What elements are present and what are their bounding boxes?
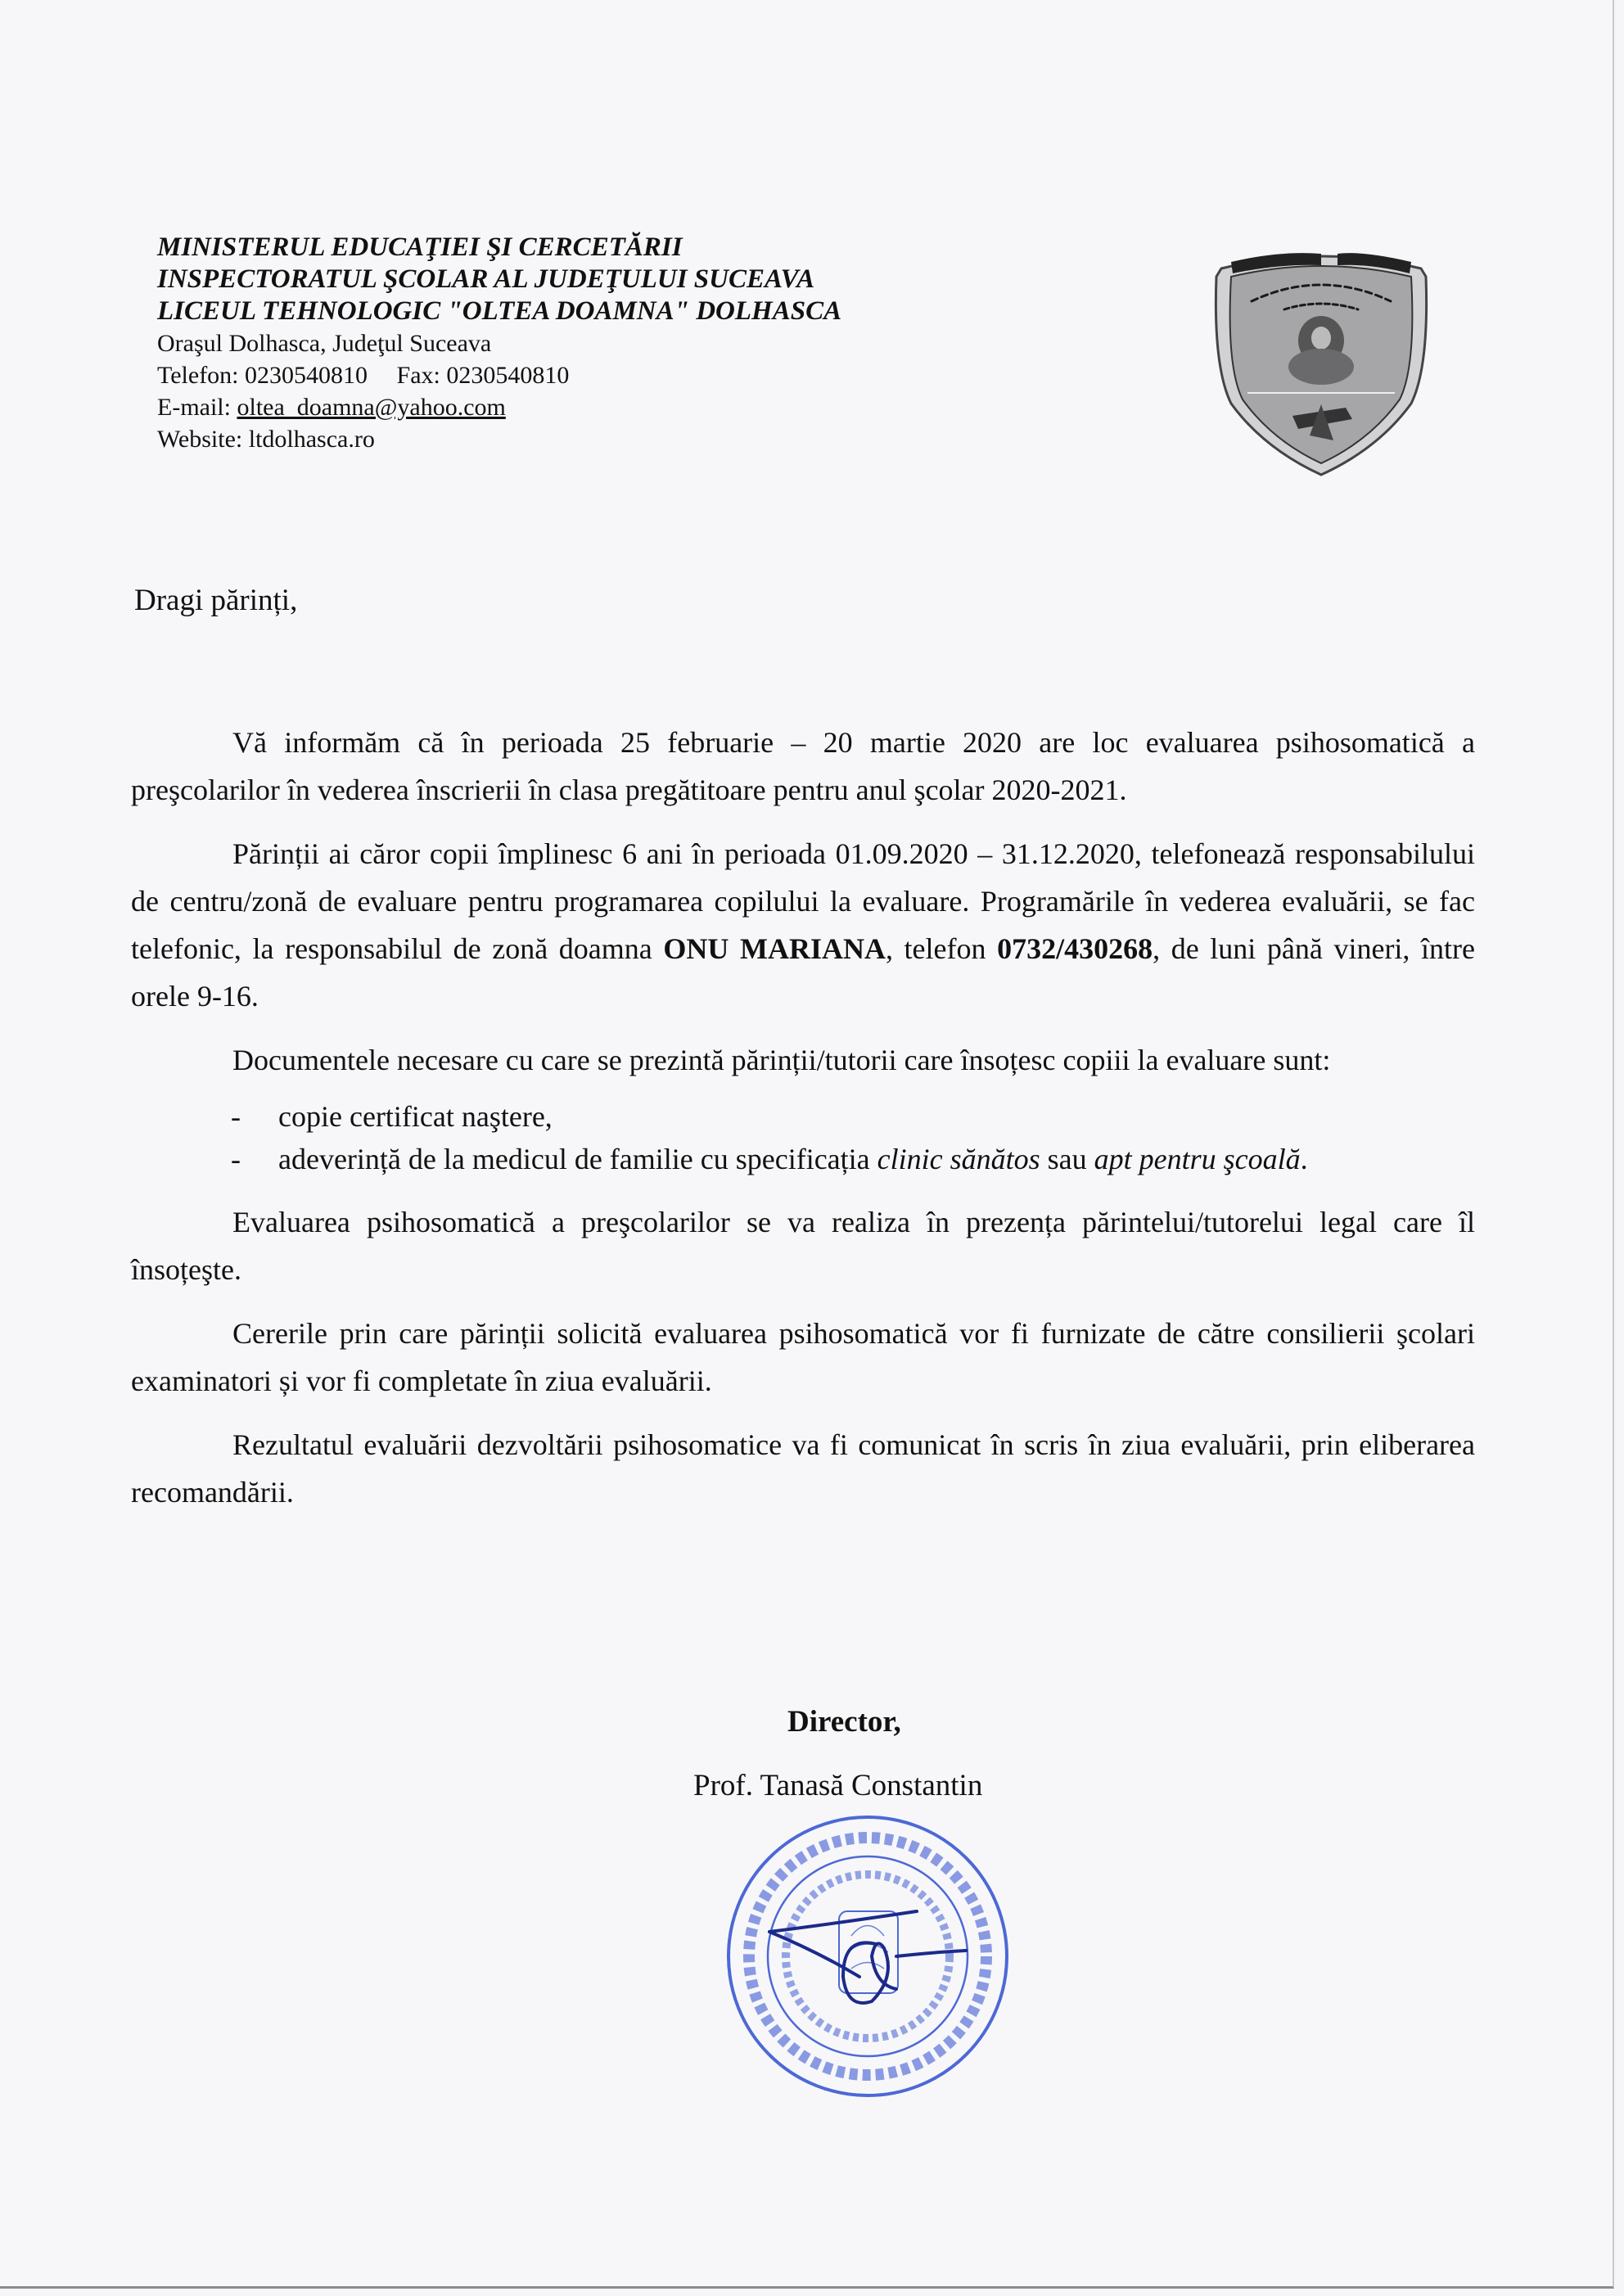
email-link[interactable]: oltea_doamna@yahoo.com xyxy=(237,394,506,421)
document-medical-em2: apt pentru şcoală xyxy=(1094,1143,1301,1175)
paragraph-evaluation-period: Vă informăm că în perioada 25 februarie – 20 martie 2020 are loc evaluarea psihosomatică a preşcolarilor în vederea înscrierii în clasa pregătitoare pentru anul şcolar 2020-2021. xyxy=(131,726,1475,806)
paragraph-documents-intro: Documentele necesare cu care se prezintă părinții/tutorii care însoțesc copiii la evaluare sunt: xyxy=(232,1044,1331,1076)
scheduling-text-c: , de luni până vineri, între orele 9-16. xyxy=(131,932,1475,1013)
contact-email xyxy=(157,391,1139,423)
document-birth-certificate: copie certificat naştere, xyxy=(278,1100,553,1133)
contact-website xyxy=(157,423,1139,455)
list-item xyxy=(131,1095,1475,1138)
contact-phone-fax xyxy=(157,359,1139,391)
document-medical-a: adeverință de la medicul de familie cu specificația xyxy=(278,1143,877,1175)
list-bullet: - xyxy=(231,1143,241,1175)
signer-name: Prof. Tanasă Constantin xyxy=(690,1768,986,1804)
ministry-name: MINISTERUL EDUCAŢIEI ŞI CERCETĂRII xyxy=(157,232,683,262)
school-crest-icon xyxy=(1207,244,1436,477)
paragraph-results: Rezultatul evaluării dezvoltării psihosomatice va fi comunicat în scris în ziua evaluării, prin eliberarea recomandării. xyxy=(131,1428,1475,1509)
fax-number: 0230540810 xyxy=(446,362,570,389)
contact-phone-number: 0732/430268 xyxy=(997,932,1153,965)
phone-label: Telefon: xyxy=(157,362,239,389)
document-medical-em1: clinic sănătos xyxy=(877,1143,1040,1175)
greeting: Dragi părinți, xyxy=(134,584,298,617)
letter-body xyxy=(131,719,1475,1532)
paragraph-presence: Evaluarea psihosomatică a preşcolarilor se va realiza în prezența părintelui/tutorelui legal care îl însoțeşte. xyxy=(131,1206,1475,1286)
fax-label: Fax: xyxy=(396,362,440,389)
list-item xyxy=(131,1138,1475,1180)
email-label: E-mail: xyxy=(157,394,231,421)
signature-title: Director, xyxy=(787,1705,901,1739)
document-medical-b: sau xyxy=(1040,1143,1094,1175)
phone-number: 0230540810 xyxy=(245,362,368,389)
paragraph-scheduling xyxy=(131,830,1475,1020)
document-medical-c: . xyxy=(1300,1143,1308,1175)
scheduling-text-a: Părinții ai căror copii împlinesc 6 ani în perioada 01.09.2020 – 31.12.2020, telefonează responsabilului de centru/zonă de evaluare pentru programarea copilului la evaluare. Programările în vederea evaluării, se fac telefonic, la responsabilul de zonă doamna xyxy=(131,837,1475,965)
school-address: Oraşul Dolhasca, Judeţul Suceava xyxy=(157,330,492,357)
website-link[interactable]: ltdolhasca.ro xyxy=(248,426,375,453)
scheduling-text-b: , telefon xyxy=(885,932,998,965)
paragraph-requests: Cererile prin care părinții solicită evaluarea psihosomatică vor fi furnizate de către consilierii şcolari examinatori și vor fi completate în ziua evaluării. xyxy=(131,1317,1475,1397)
website-label: Website: xyxy=(157,426,243,453)
school-name: LICEUL TEHNOLOGIC "OLTEA DOAMNA" DOLHASCA xyxy=(157,296,842,326)
list-bullet: - xyxy=(231,1100,241,1133)
contact-person-name: ONU MARIANA xyxy=(663,932,886,965)
handwritten-signature-icon xyxy=(720,1813,1015,2100)
inspectorate-name: INSPECTORATUL ŞCOLAR AL JUDEŢULUI SUCEAVA xyxy=(157,264,815,294)
documents-list xyxy=(131,1095,1475,1180)
letterhead xyxy=(157,232,1139,455)
